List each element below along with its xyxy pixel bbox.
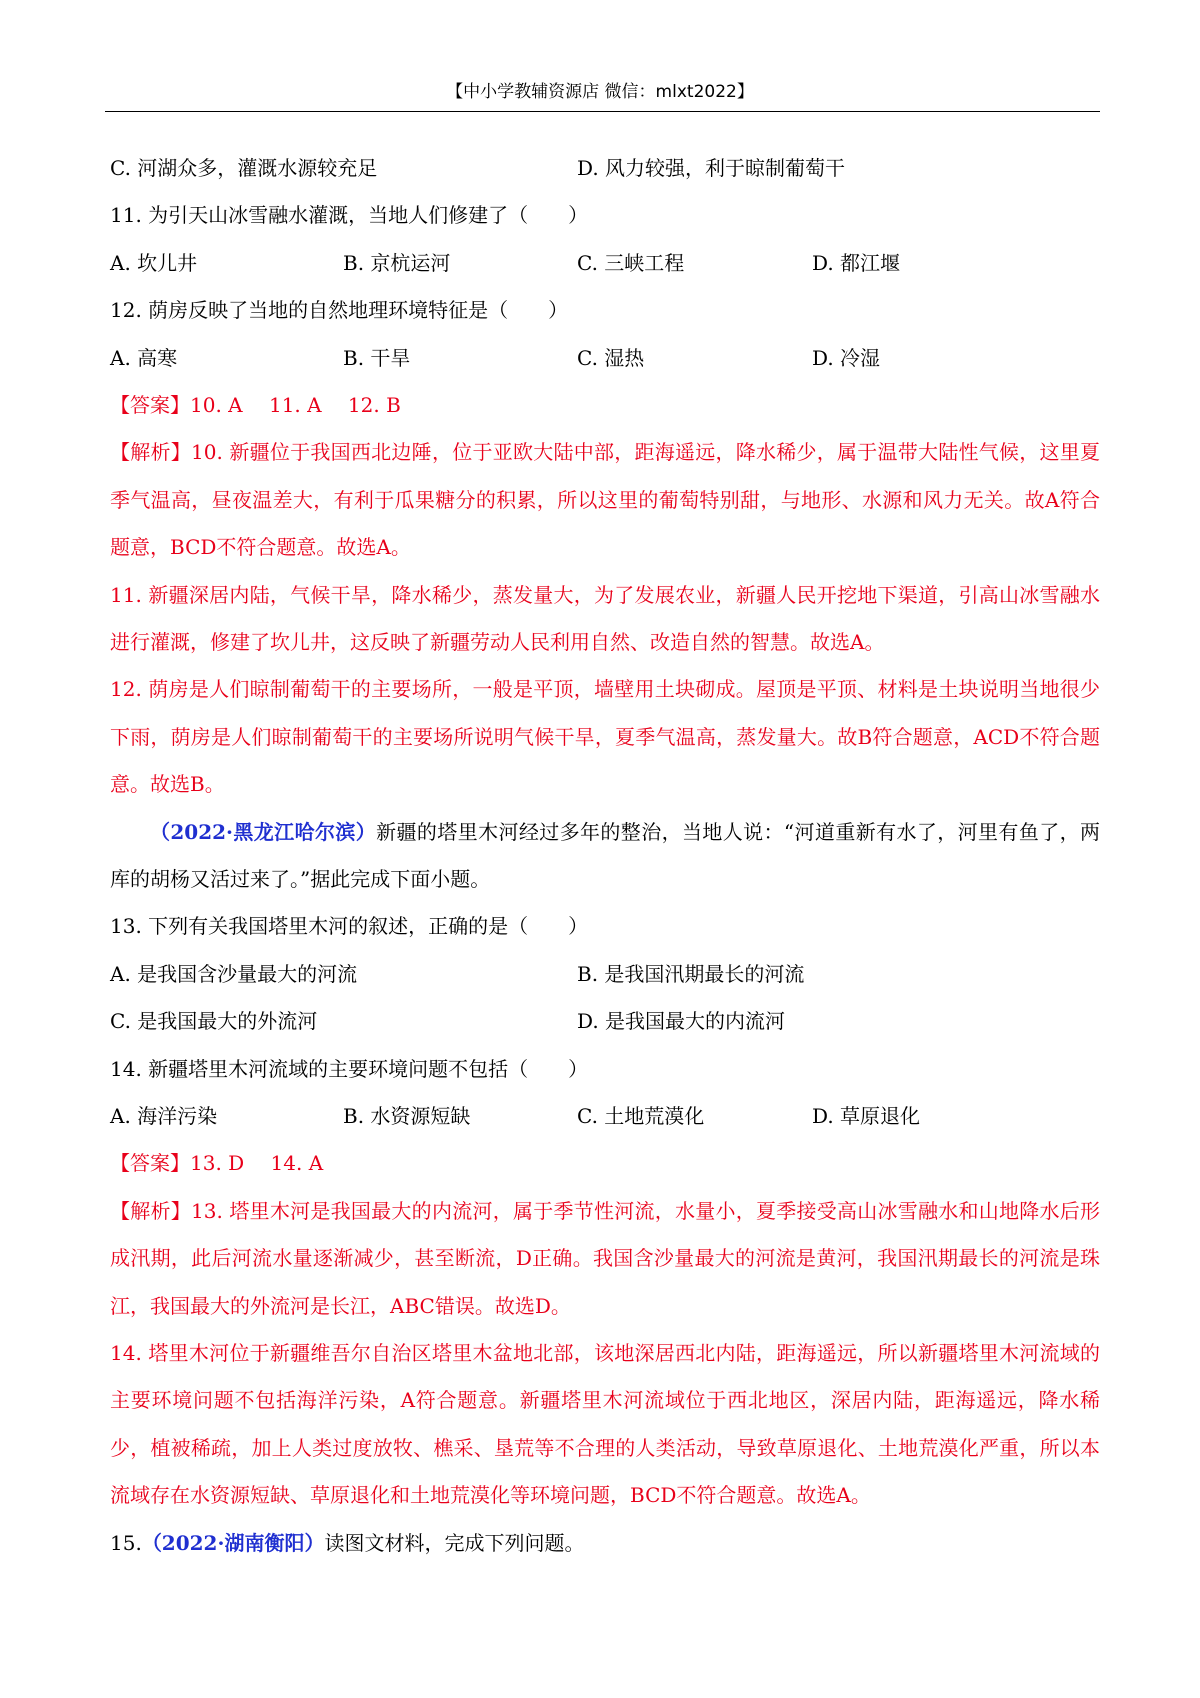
q14-options	[110, 1093, 1100, 1140]
q10-option-d: D. 风力较强，利于晾制葡萄干	[577, 156, 846, 180]
q14-stem: 14. 新疆塔里木河流域的主要环境问题不包括（ ）	[110, 1056, 589, 1081]
q10-option-c: C. 河湖众多，灌溉水源较充足	[110, 156, 378, 180]
q11-option-a: A. 坎儿井	[110, 250, 198, 275]
q13-options-ab	[110, 951, 1100, 998]
document-body	[110, 145, 1100, 1567]
q10-options-cd	[110, 145, 1100, 192]
q15-stem	[110, 1520, 1100, 1567]
analysis-12: 12. 荫房是人们晾制葡萄干的主要场所，一般是平顶，墙壁用土块砌成。屋顶是平顶、材料是土块说明当地很少下雨，荫房是人们晾制葡萄干的主要场所说明气候干旱，夏季气温高，蒸发量大。故B符合题意，ACD不符合题意。故选B。	[110, 677, 1100, 797]
q15-source: （2022·湖南衡阳）	[141, 1530, 325, 1555]
q13-option-a: A. 是我国含沙量最大的河流	[110, 961, 358, 986]
q12-options	[110, 335, 1100, 382]
q12-option-d: D. 冷湿	[812, 345, 881, 370]
passage-source: （2022·黑龙江哈尔滨）	[150, 819, 377, 844]
answer-10-12: 【答案】10. A 11. A 12. B	[110, 392, 401, 417]
q12-stem: 12. 荫房反映了当地的自然地理环境特征是（ ）	[110, 298, 569, 323]
analysis-11: 11. 新疆深居内陆，气候干旱，降水稀少，蒸发量大，为了发展农业，新疆人民开挖地下渠道，引高山冰雪融水进行灌溉，修建了坎儿井，这反映了新疆劳动人民利用自然、改造自然的智慧。故选A。	[110, 582, 1100, 654]
analysis-10: 【解析】10. 新疆位于我国西北边陲，位于亚欧大陆中部，距海遥远，降水稀少，属于温带大陆性气候，这里夏季气温高，昼夜温差大，有利于瓜果糖分的积累，所以这里的葡萄特别甜，与地形、水源和风力无关。故A符合题意，BCD不符合题意。故选A。	[110, 440, 1100, 560]
q13-option-c: C. 是我国最大的外流河	[110, 1009, 318, 1034]
q11-stem: 11. 为引天山冰雪融水灌溉，当地人们修建了（ ）	[110, 203, 589, 228]
passage-tarim	[110, 809, 1100, 904]
q13-option-b: B. 是我国汛期最长的河流	[577, 961, 805, 986]
q12-option-b: B. 干旱	[343, 345, 411, 370]
q14-option-d: D. 草原退化	[812, 1103, 921, 1128]
q13-stem: 13. 下列有关我国塔里木河的叙述，正确的是（ ）	[110, 914, 589, 939]
q11-option-d: D. 都江堰	[812, 250, 901, 275]
q14-option-a: A. 海洋污染	[110, 1103, 218, 1128]
q11-option-c: C. 三峡工程	[577, 250, 685, 275]
page-header: 【中小学教辅资源店 微信：mlxt2022】	[446, 82, 754, 102]
analysis-14: 14. 塔里木河位于新疆维吾尔自治区塔里木盆地北部，该地深居西北内陆，距海遥远，所以新疆塔里木河流域的主要环境问题不包括海洋污染，A符合题意。新疆塔里木河流域位于西北地区，深居内陆，距海遥远，降水稀少，植被稀疏，加上人类过度放牧、樵采、垦荒等不合理的人类活动，导致草原退化、土地荒漠化严重，所以本流域存在水资源短缺、草原退化和土地荒漠化等环境问题，BCD不符合题意。故选A。	[110, 1340, 1100, 1508]
q12-option-a: A. 高寒	[110, 345, 178, 370]
q14-option-c: C. 土地荒漠化	[577, 1103, 705, 1128]
analysis-13: 【解析】13. 塔里木河是我国最大的内流河，属于季节性河流，水量小，夏季接受高山冰雪融水和山地降水后形成汛期，此后河流水量逐渐减少，甚至断流，D正确。我国含沙量最大的河流是黄河，我国汛期最长的河流是珠江，我国最大的外流河是长江，ABC错误。故选D。	[110, 1198, 1100, 1318]
q11-options	[110, 240, 1100, 287]
answer-13-14: 【答案】13. D 14. A	[110, 1151, 324, 1176]
q14-option-b: B. 水资源短缺	[343, 1103, 471, 1128]
header-rule	[105, 111, 1100, 112]
q11-option-b: B. 京杭运河	[343, 250, 451, 275]
q13-option-d: D. 是我国最大的内流河	[577, 1009, 786, 1034]
q12-option-c: C. 湿热	[577, 345, 645, 370]
passage-text: 新疆的塔里木河经过多年的整治，当地人说：“河道重新有水了，河里有鱼了，两库的胡杨又活过来了。”据此完成下面小题。	[110, 819, 1100, 891]
q13-options-cd	[110, 998, 1100, 1045]
q15-text: 读图文材料，完成下列问题。	[324, 1530, 585, 1555]
q15-number: 15.	[110, 1530, 142, 1555]
